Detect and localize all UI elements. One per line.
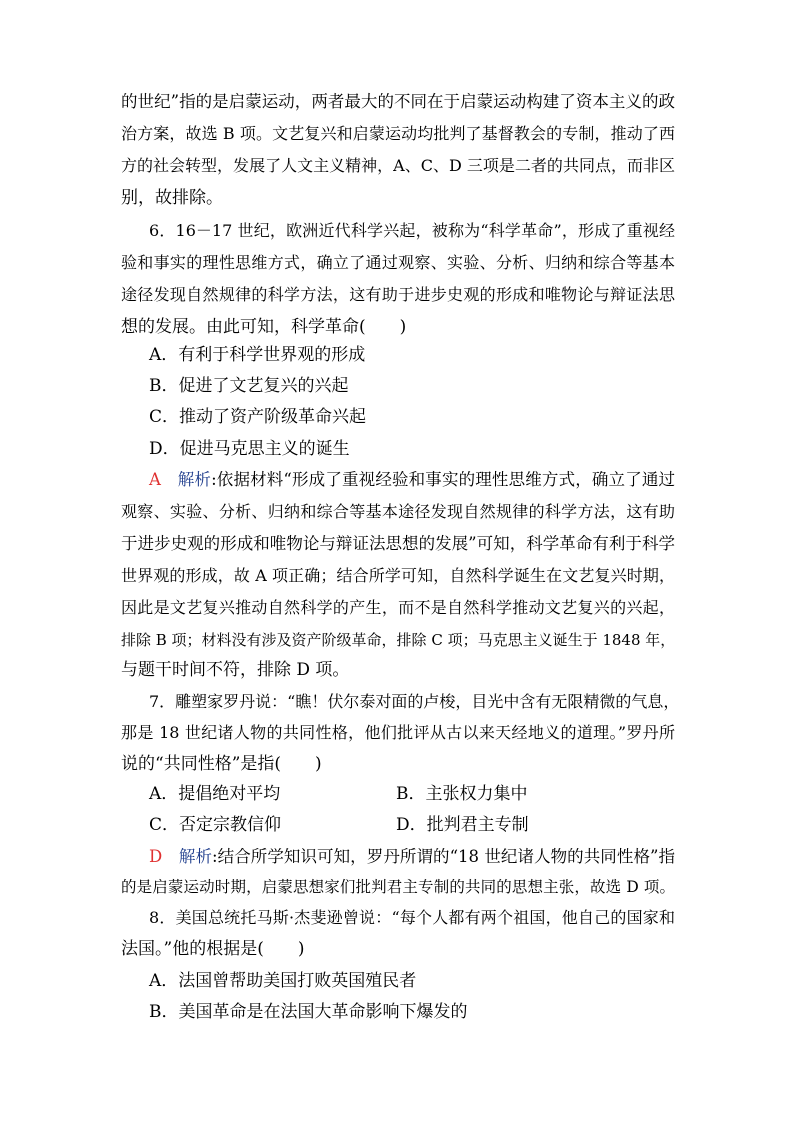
question-6-option-b: B．促进了文艺复兴的兴起	[149, 376, 349, 396]
question-8-stem: 8．美国总统托马斯·杰斐逊曾说：“每个人都有两个祖国，他自己的国家和	[149, 908, 675, 927]
answer-letter: D	[149, 847, 163, 866]
question-6-stem: 6．16－17 世纪，欧洲近代科学兴起，被称为“科学革命”，形成了重视经	[149, 221, 675, 240]
question-6-option-c: C．推动了资产阶级革命兴起	[149, 407, 367, 427]
question-7-analysis: 的是启蒙运动时期，启蒙思想家们批判君主专制的共同的思想主张，故选 D 项。	[121, 878, 675, 896]
intro-line: 的世纪”指的是启蒙运动，两者最大的不同在于启蒙运动构建了资本主义的政	[121, 92, 675, 111]
question-7-stem: 那是 18 世纪诸人物的共同性格，他们批评从古以来天经地义的道理。”罗丹所	[121, 723, 675, 742]
analysis-text: :依据材料“形成了重视经验和事实的理性思维方式，确立了通过	[211, 470, 676, 489]
analysis-text: :结合所学知识可知，罗丹所谓的“18 世纪诸人物的共同性格”指	[212, 847, 676, 866]
question-6-stem: 途径发现自然规律的科学方法，这有助于进步史观的形成和唯物论与辩证法思	[121, 285, 675, 304]
question-6-analysis: 与题干时间不符，排除 D 项。	[121, 660, 350, 680]
answer-letter: A	[149, 470, 161, 489]
question-8-option-a: A．法国曾帮助美国打败英国殖民者	[149, 971, 417, 991]
analysis-tag: 解析	[178, 847, 213, 866]
question-6-analysis: 观察、实验、分析、归纳和综合等基本途径发现自然规律的科学方法，这有助	[121, 502, 675, 521]
question-7-option-d: D．批判君主专制	[396, 815, 529, 835]
question-6-analysis: 因此是文艺复兴推动自然科学的产生，而不是自然科学推动文艺复兴的兴起，	[121, 598, 675, 617]
question-6-analysis	[149, 469, 675, 491]
question-6-analysis: 排除 B 项；材料没有涉及资产阶级革命，排除 C 项；马克思主义诞生于 1848 年，	[121, 631, 676, 649]
question-6-option-d: D．促进马克思主义的诞生	[149, 439, 350, 459]
intro-line: 治方案，故选 B 项。文艺复兴和启蒙运动均批判了基督教会的专制，推动了西	[121, 124, 675, 143]
question-6-stem: 验和事实的理性思维方式，确立了通过观察、实验、分析、归纳和综合等基本	[121, 253, 675, 272]
question-7-stem: 说的“共同性格”是指( )	[121, 754, 322, 774]
question-7-stem: 7．雕塑家罗丹说：“瞧！伏尔泰对面的卢梭，目光中含有无限精微的气息，	[149, 692, 680, 711]
intro-line: 方的社会转型，发展了人文主义精神，A、C、D 三项是二者的共同点，而非区	[121, 156, 675, 175]
intro-line: 别，故排除。	[121, 188, 223, 208]
analysis-tag: 解析	[177, 470, 212, 489]
question-7-option-c: C．否定宗教信仰	[149, 815, 282, 835]
question-7-analysis	[149, 846, 675, 868]
question-6-analysis: 世界观的形成，故 A 项正确；结合所学可知，自然科学诞生在文艺复兴时期，	[121, 566, 675, 585]
question-8-option-b: B．美国革命是在法国大革命影响下爆发的	[149, 1002, 468, 1022]
question-6-analysis: 于进步史观的形成和唯物论与辩证法思想的发展”可知，科学革命有利于科学	[121, 534, 675, 553]
question-8-stem: 法国。”他的根据是( )	[121, 939, 305, 959]
question-6-stem: 想的发展。由此可知，科学革命( )	[121, 317, 407, 337]
question-7-option-a: A．提倡绝对平均	[149, 784, 281, 804]
question-6-option-a: A．有利于科学世界观的形成	[149, 345, 366, 365]
question-7-option-b: B．主张权力集中	[396, 784, 528, 804]
